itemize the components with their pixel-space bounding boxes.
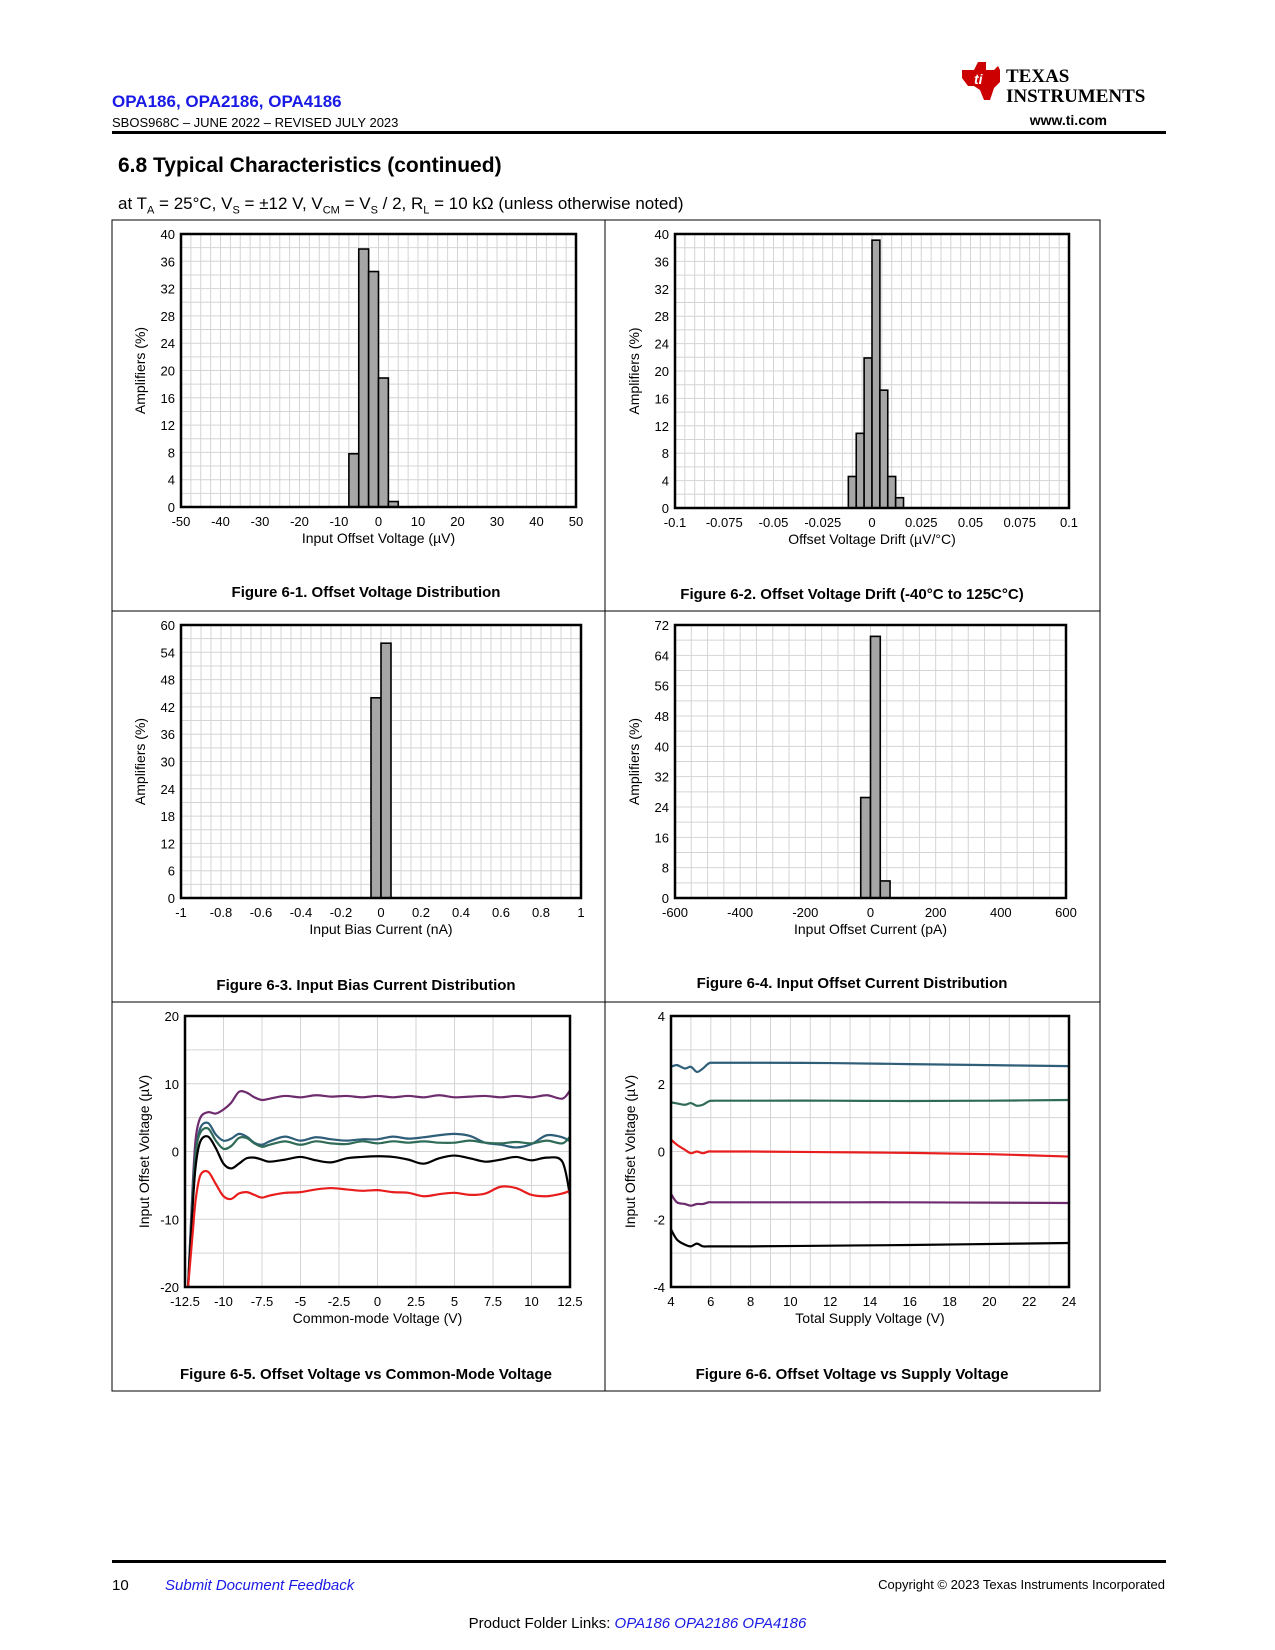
y-tick-label: -4 xyxy=(653,1280,665,1295)
part-numbers: OPA186, OPA2186, OPA4186 xyxy=(112,92,342,111)
x-tick-label: 0.2 xyxy=(411,905,431,920)
figure-caption-1: Figure 6-1. Offset Voltage Distribution xyxy=(231,584,501,601)
x-tick-label: -0.2 xyxy=(329,905,353,920)
y-tick-label: 42 xyxy=(160,699,175,715)
y-tick-label: 0 xyxy=(657,1144,665,1160)
y-tick-label: 2 xyxy=(657,1076,665,1092)
y-tick-label: 16 xyxy=(654,830,669,846)
x-tick-label: 0.1 xyxy=(1059,515,1079,530)
logo-text-line2: INSTRUMENTS xyxy=(1006,86,1146,107)
x-tick-label: 18 xyxy=(942,1294,957,1309)
x-tick-label: -1 xyxy=(175,905,187,920)
y-axis-label: Amplifiers (%) xyxy=(626,717,642,806)
figure-caption-2: Figure 6-2. Offset Voltage Drift (-40°C to 125C°C) xyxy=(680,586,1024,603)
y-tick-label: 32 xyxy=(160,281,175,297)
footer-rule xyxy=(112,1560,1166,1563)
y-tick-label: 10 xyxy=(164,1076,179,1092)
x-tick-label: 20 xyxy=(450,514,465,529)
product-links-label: Product Folder Links: xyxy=(468,1615,615,1632)
x-tick-label: 10 xyxy=(783,1294,798,1309)
y-axis-label: Input Offset Voltage (µV) xyxy=(136,1074,152,1229)
x-tick-label: 7.5 xyxy=(483,1294,503,1309)
y-tick-label: 24 xyxy=(160,781,175,797)
y-tick-label: 20 xyxy=(654,364,669,379)
x-axis-label: Total Supply Voltage (V) xyxy=(795,1310,945,1326)
y-tick-label: 36 xyxy=(654,254,669,270)
x-tick-label: -10 xyxy=(329,514,349,529)
y-tick-label: 12 xyxy=(654,418,669,434)
x-tick-label: 0.025 xyxy=(904,515,938,530)
x-tick-label: -30 xyxy=(250,514,270,529)
x-tick-label: 0.6 xyxy=(491,905,511,920)
y-tick-label: 16 xyxy=(654,391,669,407)
x-tick-label: 8 xyxy=(746,1294,755,1309)
y-tick-label: 28 xyxy=(654,309,669,325)
y-tick-label: 8 xyxy=(661,446,669,462)
y-tick-label: 24 xyxy=(654,336,669,352)
x-axis-label: Offset Voltage Drift (µV/°C) xyxy=(788,531,956,547)
svg-text:ti: ti xyxy=(974,71,983,87)
y-tick-label: 0 xyxy=(167,891,175,906)
x-tick-label: -0.6 xyxy=(249,905,273,920)
x-tick-label: 16 xyxy=(902,1294,918,1309)
x-tick-label: -0.075 xyxy=(705,515,743,530)
y-tick-label: -20 xyxy=(160,1280,179,1295)
y-tick-label: 72 xyxy=(654,618,669,633)
y-tick-label: -10 xyxy=(160,1212,179,1228)
y-tick-label: 60 xyxy=(160,618,175,633)
x-tick-label: 200 xyxy=(924,905,947,920)
y-axis-label: Input Offset Voltage (µV) xyxy=(622,1074,638,1229)
x-tick-label: -10 xyxy=(214,1294,233,1309)
y-tick-label: 0 xyxy=(171,1144,179,1160)
figure-caption-3: Figure 6-3. Input Bias Current Distribution xyxy=(216,977,516,994)
copyright: Copyright © 2023 Texas Instruments Incorporated xyxy=(878,1577,1165,1592)
x-axis-label: Input Offset Voltage (µV) xyxy=(301,530,456,546)
x-axis-label: Common-mode Voltage (V) xyxy=(292,1310,463,1326)
x-tick-label: -7.5 xyxy=(250,1294,274,1309)
y-tick-label: 40 xyxy=(654,227,669,242)
y-tick-label: 4 xyxy=(661,473,669,489)
y-tick-label: 6 xyxy=(167,863,175,879)
x-tick-label: 24 xyxy=(1061,1294,1077,1309)
x-tick-label: 0 xyxy=(373,1294,382,1309)
y-tick-label: 0 xyxy=(661,501,669,516)
y-tick-label: 32 xyxy=(654,281,669,297)
y-tick-label: 12 xyxy=(160,836,175,852)
x-tick-label: 0 xyxy=(866,905,875,920)
x-tick-label: -0.1 xyxy=(663,515,687,530)
x-tick-label: -0.025 xyxy=(804,515,842,530)
y-tick-label: 16 xyxy=(160,390,175,406)
document-id: SBOS968C – JUNE 2022 – REVISED JULY 2023 xyxy=(112,115,399,130)
figure-caption-4: Figure 6-4. Input Offset Current Distribution xyxy=(696,975,1008,992)
y-tick-label: 30 xyxy=(160,754,175,770)
section-title: 6.8 Typical Characteristics (continued) xyxy=(118,154,502,177)
x-tick-label: 0.075 xyxy=(1003,515,1037,530)
x-tick-label: 4 xyxy=(667,1294,675,1309)
x-tick-label: 1 xyxy=(577,905,585,920)
x-tick-label: 30 xyxy=(489,514,505,529)
figure-caption-6: Figure 6-6. Offset Voltage vs Supply Voltage xyxy=(695,1366,1009,1383)
x-tick-label: 10 xyxy=(524,1294,539,1309)
x-tick-label: -0.05 xyxy=(758,515,789,530)
x-tick-label: -40 xyxy=(211,514,230,529)
x-tick-label: 10 xyxy=(410,514,426,529)
y-tick-label: 40 xyxy=(160,227,175,242)
y-tick-label: 24 xyxy=(160,336,175,352)
x-tick-label: -50 xyxy=(171,514,191,529)
x-tick-label: 2.5 xyxy=(406,1294,426,1309)
x-axis-label: Input Offset Current (pA) xyxy=(793,921,948,937)
y-axis-label: Amplifiers (%) xyxy=(132,326,148,415)
x-tick-label: 400 xyxy=(989,905,1012,920)
y-tick-label: 8 xyxy=(661,860,669,876)
figure-caption-5: Figure 6-5. Offset Voltage vs Common-Mode Voltage xyxy=(180,1366,552,1383)
x-tick-label: -200 xyxy=(792,905,819,920)
y-tick-label: 20 xyxy=(160,363,175,379)
y-tick-label: 20 xyxy=(164,1009,179,1024)
x-tick-label: 0.8 xyxy=(531,905,551,920)
x-tick-label: -600 xyxy=(661,905,689,920)
page-number: 10 xyxy=(112,1577,129,1594)
x-tick-label: 12 xyxy=(822,1294,838,1309)
y-tick-label: 18 xyxy=(160,809,175,825)
y-tick-label: 36 xyxy=(160,727,175,743)
y-tick-label: 8 xyxy=(167,445,175,461)
y-tick-label: 64 xyxy=(654,648,669,664)
x-tick-label: -0.8 xyxy=(209,905,233,920)
x-tick-label: 0 xyxy=(374,514,383,529)
x-tick-label: -2.5 xyxy=(327,1294,351,1309)
y-tick-label: 48 xyxy=(160,672,175,688)
y-tick-label: 4 xyxy=(657,1009,665,1024)
y-tick-label: 48 xyxy=(654,709,669,724)
x-tick-label: -5 xyxy=(294,1294,307,1309)
x-tick-label: -20 xyxy=(290,514,309,529)
y-tick-label: 54 xyxy=(160,645,175,661)
x-axis-label: Input Bias Current (nA) xyxy=(309,921,453,937)
y-axis-label: Amplifiers (%) xyxy=(626,327,642,415)
test-conditions: at $T_A = 25^\circ C$, $V_S = \pm 12$ V, $V_{CM} = V_S / 2$, $R_L = 10$ kΩ (unless otherwise noted) xyxy=(118,194,684,217)
x-tick-label: 0 xyxy=(868,515,876,530)
y-tick-label: 12 xyxy=(160,418,175,434)
x-tick-label: 600 xyxy=(1055,905,1077,920)
y-tick-label: 40 xyxy=(654,739,669,755)
x-tick-label: 0.4 xyxy=(451,905,471,920)
x-tick-label: 0 xyxy=(377,905,385,920)
x-tick-label: 6 xyxy=(707,1294,715,1309)
x-tick-label: 40 xyxy=(529,514,544,529)
y-tick-label: 56 xyxy=(654,678,669,694)
x-tick-label: 22 xyxy=(1021,1294,1037,1309)
x-tick-label: 50 xyxy=(568,514,584,529)
y-tick-label: 32 xyxy=(654,769,669,785)
y-tick-label: 36 xyxy=(160,254,175,270)
x-tick-label: -12.5 xyxy=(170,1294,200,1309)
y-tick-label: 0 xyxy=(661,891,669,906)
y-tick-label: 24 xyxy=(654,800,669,815)
x-tick-label: 12.5 xyxy=(557,1294,583,1309)
y-tick-label: 0 xyxy=(167,500,175,515)
product-folder-links xyxy=(0,1615,1275,1632)
y-tick-label: 28 xyxy=(160,308,175,324)
x-tick-label: 5 xyxy=(450,1294,459,1309)
website-link[interactable]: www.ti.com xyxy=(1029,112,1107,128)
x-tick-label: 20 xyxy=(982,1294,997,1309)
x-tick-label: 14 xyxy=(862,1294,878,1309)
x-tick-label: 0.05 xyxy=(957,515,984,530)
y-tick-label: -2 xyxy=(653,1212,665,1228)
x-tick-label: -400 xyxy=(727,905,754,920)
y-axis-label: Amplifiers (%) xyxy=(132,717,148,806)
logo-text-line1: TEXAS xyxy=(1006,66,1070,87)
y-tick-label: 4 xyxy=(167,472,175,488)
product-links[interactable]: OPA186 OPA2186 OPA4186 xyxy=(614,1615,807,1632)
submit-feedback-link[interactable]: Submit Document Feedback xyxy=(165,1577,355,1594)
x-tick-label: -0.4 xyxy=(289,905,313,920)
